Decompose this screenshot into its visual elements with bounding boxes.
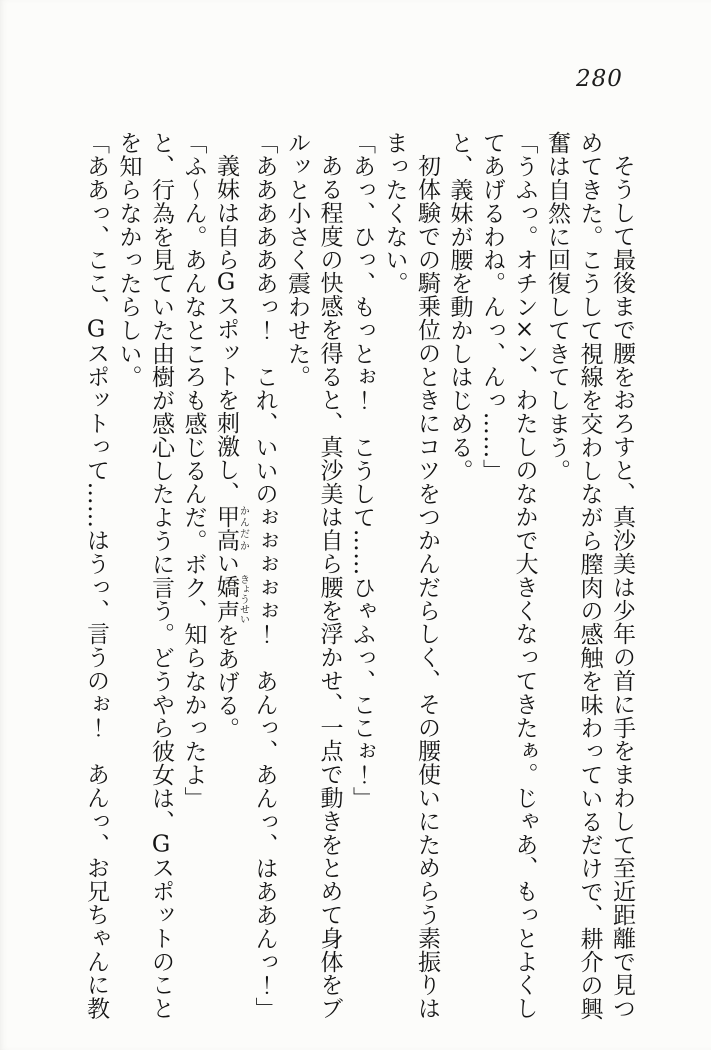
upright-character: G (86, 318, 106, 342)
text-block (80, 131, 639, 1021)
paragraph-7: 「ああああああっ！ これ、いいのぉぉぉぉぉ！ あんっ、あんっ、はああんっ！」 (251, 131, 278, 1021)
paragraph-2: 「うふっ。オチン×ン、わたしのなかで大きくなってきたぁ。じゃあ、もっとよくしてあげるわね。んっ、んっ……」 (479, 131, 538, 1020)
ruby-annotated-word: 嬌声きょうせい (213, 574, 249, 625)
upright-character: × (514, 318, 535, 342)
paragraph-3: と、義妹が腰を動かしはじめる。 (446, 131, 473, 482)
paragraph-6: ある程度の快感を得ると、真沙美は自ら腰を浮かせ、一点で動きをとめて身体をブルッと小さく震わせた。 (284, 131, 343, 1020)
paragraph-1: そうして最後まで腰をおろすと、真沙美は少年の首に手をまわして至近距離で見つめてきた。こうして視線を交わしながら膣肉の感触を味わっているだけで、耕介の興奮は自然に回復してきてしまう。 (544, 131, 635, 1021)
ruby-annotated-word: 甲高かんだか (213, 504, 249, 552)
paragraph-8: 義妹は自らGスポットを刺激し、甲高かんだかい嬌声きょうせいをあげる。 (213, 154, 249, 741)
paragraph-4: 初体験での騎乗位のときにコツをつかんだらしく、その腰使いにためらう素振りはまったくない。 (381, 131, 440, 1020)
paragraph-10: と、行為を見ていた由樹が感心したように言う。どうやら彼女は、Gスポットのことを知らなかったらしい。 (115, 131, 174, 1020)
upright-character: G (151, 833, 171, 856)
upright-character: G (216, 271, 236, 294)
paragraph-11: 「ああっ、ここ、Gスポットって……はうっ、言うのぉ！ あんっ、お兄ちゃんに教 (83, 131, 109, 1020)
paragraph-5: 「あっ、ひっ、もっとぉ！ こうして……ひゃふっ、ここぉ！」 (349, 131, 375, 810)
paragraph-9: 「ふ〜ん。あんなところも感じるんだ。ボク、知らなかったよ」 (180, 131, 207, 810)
page-number: 280 (576, 66, 623, 92)
